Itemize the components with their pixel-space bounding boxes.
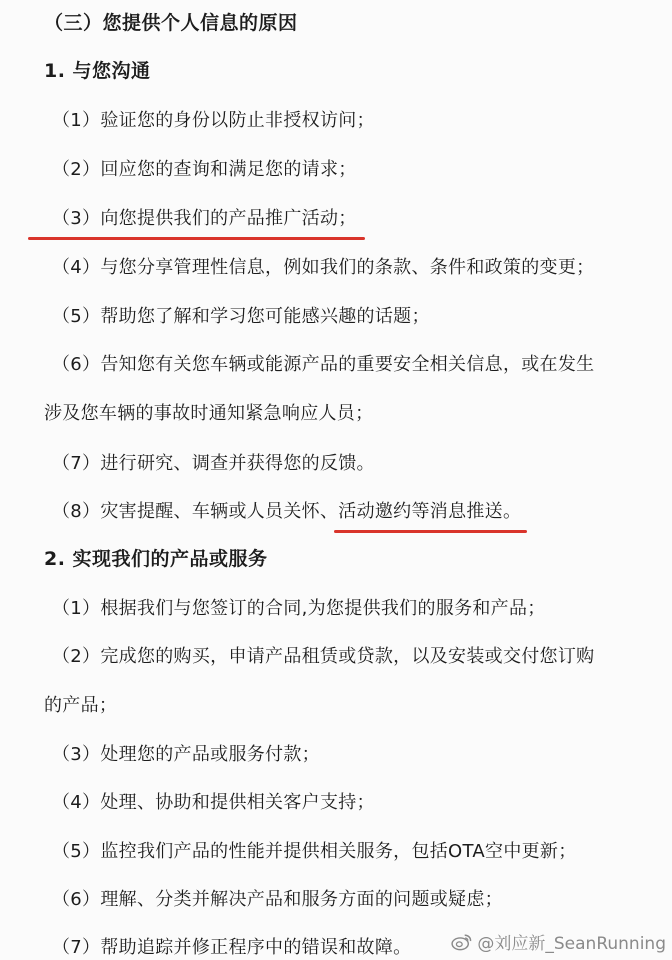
highlighted-text: （3）向您提供我们的产品推广活动；	[52, 204, 357, 230]
list-item: （1）验证您的身份以防止非授权访问；	[52, 110, 375, 131]
item8-prefix: （8）灾害提醒、车辆或人员关怀、	[52, 501, 339, 522]
part1-heading: 1. 与您沟通	[44, 60, 151, 82]
section-title: （三）您提供个人信息的原因	[44, 12, 298, 34]
watermark	[451, 929, 666, 954]
list-item: （6）理解、分类并解决产品和服务方面的问题或疑虑；	[52, 889, 503, 910]
list-item: （7）帮助追踪并修正程序中的错误和故障。	[52, 937, 412, 958]
part2-heading: 2. 实现我们的产品或服务	[44, 548, 268, 570]
watermark-text: @刘应新_SeanRunning	[477, 934, 666, 954]
list-item: （2）回应您的查询和满足您的请求；	[52, 159, 357, 180]
list-item: （2）完成您的购买，申请产品租赁或贷款，以及安装或交付您订购	[52, 646, 595, 667]
list-item: （3）处理您的产品或服务付款；	[52, 744, 320, 765]
list-item: （4）与您分享管理性信息，例如我们的条款、条件和政策的变更；	[52, 257, 595, 278]
list-item-continuation: 涉及您车辆的事故时通知紧急响应人员；	[44, 403, 374, 424]
list-item: （6）告知您有关您车辆或能源产品的重要安全相关信息，或在发生	[52, 354, 595, 375]
list-item: （4）处理、协助和提供相关客户支持；	[52, 792, 375, 813]
highlighted-text: 活动邀约等消息推送。	[338, 497, 521, 523]
list-item-continuation: 的产品；	[44, 695, 118, 716]
list-item-highlighted	[52, 497, 521, 523]
list-item: （5）帮助您了解和学习您可能感兴趣的话题；	[52, 306, 430, 327]
list-item: （7）进行研究、调查并获得您的反馈。	[52, 453, 375, 474]
list-item: （1）根据我们与您签订的合同,为您提供我们的服务和产品；	[52, 598, 546, 619]
list-item: （5）监控我们产品的性能并提供相关服务，包括OTA空中更新；	[52, 841, 577, 862]
list-item-highlighted	[52, 204, 357, 230]
weibo-icon	[451, 933, 473, 951]
